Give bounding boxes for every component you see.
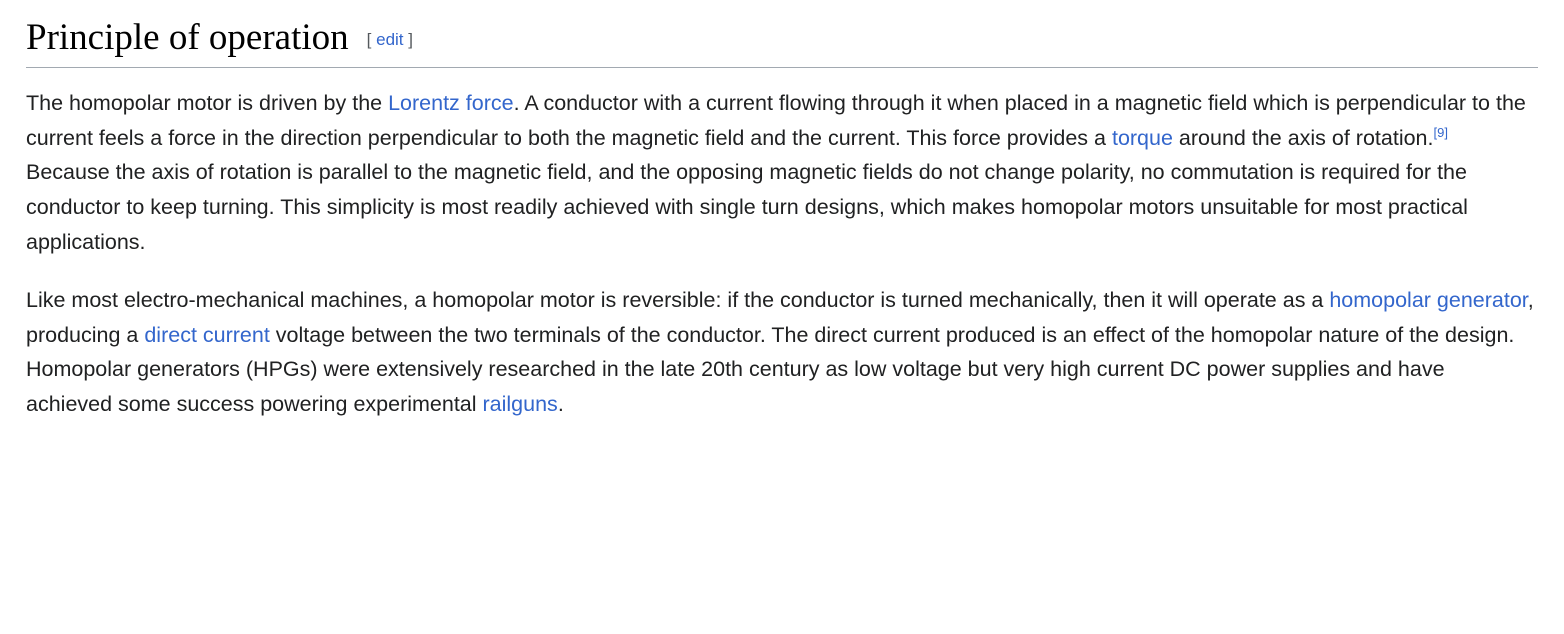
edit-section-link[interactable]: edit bbox=[376, 30, 404, 49]
text-run: The homopolar motor is driven by the bbox=[26, 90, 389, 115]
edit-open-bracket: [ bbox=[366, 30, 372, 49]
wiki-link[interactable]: torque bbox=[1111, 125, 1173, 150]
text-run: voltage between the two terminals of the conductor. The direct current produced is an effect of the homopolar nature of the design. Homopolar generators (HPGs) were extensively researched in the late 20th century as low voltage but very high current DC power supplies and have achieved some success powering experimental bbox=[26, 322, 1515, 417]
wiki-link[interactable]: railguns bbox=[482, 392, 558, 417]
paragraph bbox=[26, 86, 1536, 260]
edit-section-link-wrapper bbox=[367, 30, 413, 50]
citation-reference[interactable] bbox=[1434, 124, 1448, 139]
wiki-link[interactable]: Lorentz force bbox=[388, 90, 514, 115]
page-title: Principle of operation bbox=[26, 17, 349, 58]
text-run: around the axis of rotation. bbox=[1172, 125, 1434, 150]
paragraph-container bbox=[26, 86, 1538, 422]
citation-link[interactable]: [9] bbox=[1433, 124, 1448, 140]
text-run: . A conductor with a current flowing through it when placed in a magnetic field which is perpendicular to the current feels a force in the direction perpendicular to both the magnetic field and the current. This force provides a bbox=[26, 90, 1526, 150]
text-run: Like most electro-mechanical machines, a homopolar motor is reversible: if the conductor is turned mechanically, then it will operate as a bbox=[26, 287, 1330, 312]
text-run: Because the axis of rotation is parallel to the magnetic field, and the opposing magnetic fields do not change polarity, no commutation is required for the conductor to keep turning. This simplicity is most readily achieved with single turn designs, which makes homopolar motors unsuitable for most practical applications. bbox=[26, 160, 1468, 254]
wiki-link[interactable]: homopolar generator bbox=[1329, 287, 1528, 312]
text-run: , producing a bbox=[26, 287, 1534, 347]
wiki-link[interactable]: direct current bbox=[144, 322, 270, 347]
text-run: . bbox=[557, 392, 564, 417]
paragraph bbox=[26, 283, 1536, 422]
edit-close-bracket: ] bbox=[408, 30, 413, 49]
section-heading bbox=[26, 18, 1538, 68]
